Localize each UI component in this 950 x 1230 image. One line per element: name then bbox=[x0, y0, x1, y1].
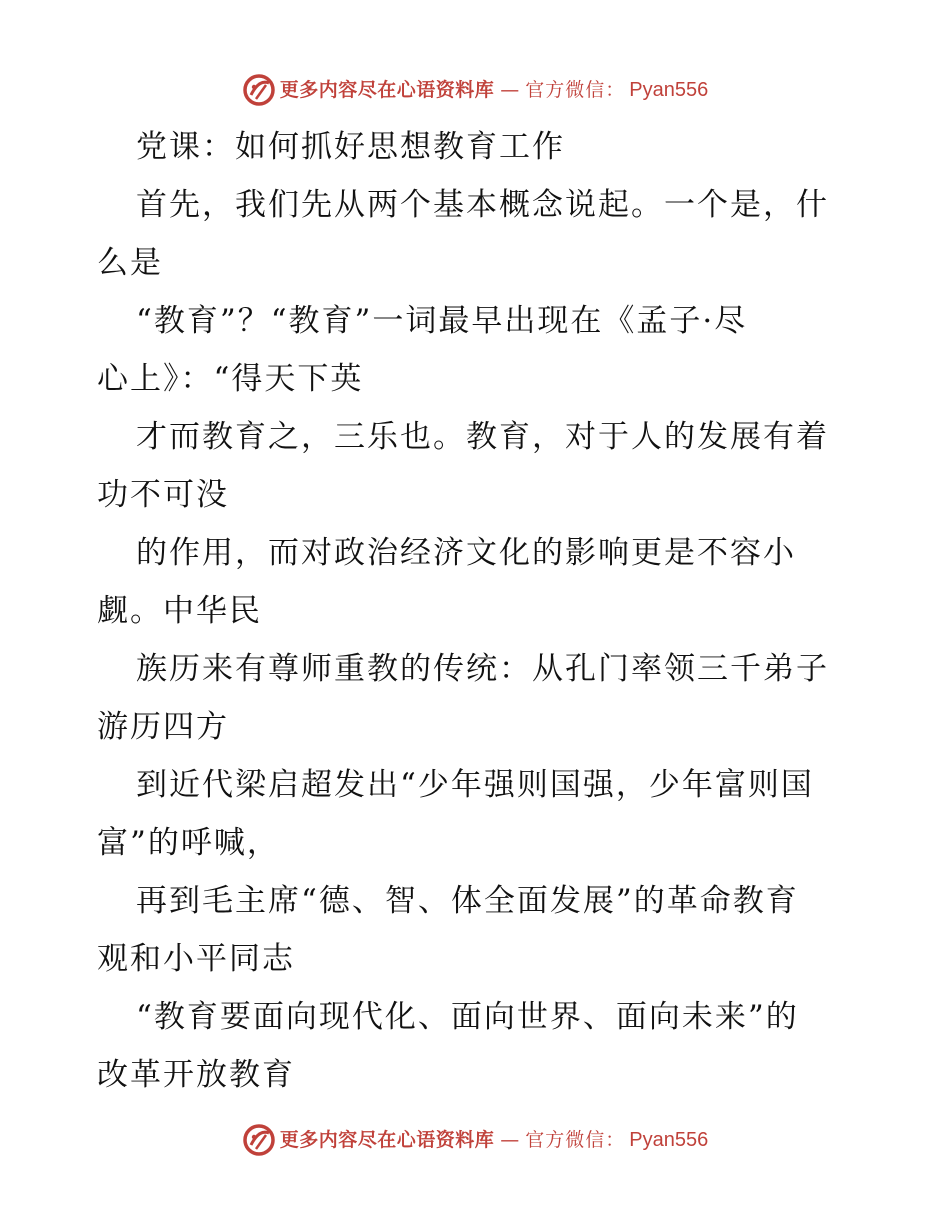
document-body bbox=[97, 118, 852, 1104]
banner-wechat-label: 官方微信： bbox=[525, 1128, 626, 1151]
text-line: 首先，我们先从两个基本概念说起。一个是，什 bbox=[136, 187, 829, 223]
banner-dash: — bbox=[500, 1128, 520, 1151]
text-line: 心上》：“得天下英 bbox=[97, 361, 364, 397]
header-banner-content bbox=[242, 73, 709, 107]
text-line: 么是 bbox=[97, 245, 163, 281]
banner-wechat-id: Pyan556 bbox=[629, 79, 709, 101]
text-line: “教育”？“教育”一词最早出现在《孟子·尽 bbox=[136, 303, 748, 339]
banner-wechat-id: Pyan556 bbox=[629, 1129, 709, 1151]
text-line: 富”的呼喊， bbox=[97, 825, 280, 861]
text-line: “教育要面向现代化、面向世界、面向未来”的 bbox=[136, 999, 799, 1035]
text-line: 功不可没 bbox=[97, 477, 229, 513]
text-line: 的作用，而对政治经济文化的影响更是不容小 bbox=[136, 535, 796, 571]
text-line: 觑。中华民 bbox=[97, 593, 262, 629]
footer-banner-content bbox=[242, 1123, 709, 1157]
footer-banner bbox=[0, 1120, 950, 1160]
text-line: 游历四方 bbox=[97, 709, 229, 745]
text-line: 观和小平同志 bbox=[97, 941, 295, 977]
text-line: 才而教育之，三乐也。教育，对于人的发展有着 bbox=[136, 419, 829, 455]
banner-wechat-label: 官方微信： bbox=[525, 78, 626, 101]
text-line: 到近代梁启超发出“少年强则国强，少年富则国 bbox=[136, 767, 814, 803]
banner-promo-text: 更多内容尽在心语资料库 bbox=[279, 78, 495, 101]
text-line: 改革开放教育 bbox=[97, 1057, 295, 1093]
banner-dash: — bbox=[500, 78, 520, 101]
brand-logo-icon bbox=[242, 73, 276, 107]
brand-logo-icon bbox=[242, 1123, 276, 1157]
document-title: 党课：如何抓好思想教育工作 bbox=[136, 129, 565, 165]
text-line: 族历来有尊师重教的传统：从孔门率领三千弟子 bbox=[136, 651, 829, 687]
header-banner bbox=[0, 70, 950, 110]
banner-promo-text: 更多内容尽在心语资料库 bbox=[279, 1128, 495, 1151]
text-line: 再到毛主席“德、智、体全面发展”的革命教育 bbox=[136, 883, 799, 919]
